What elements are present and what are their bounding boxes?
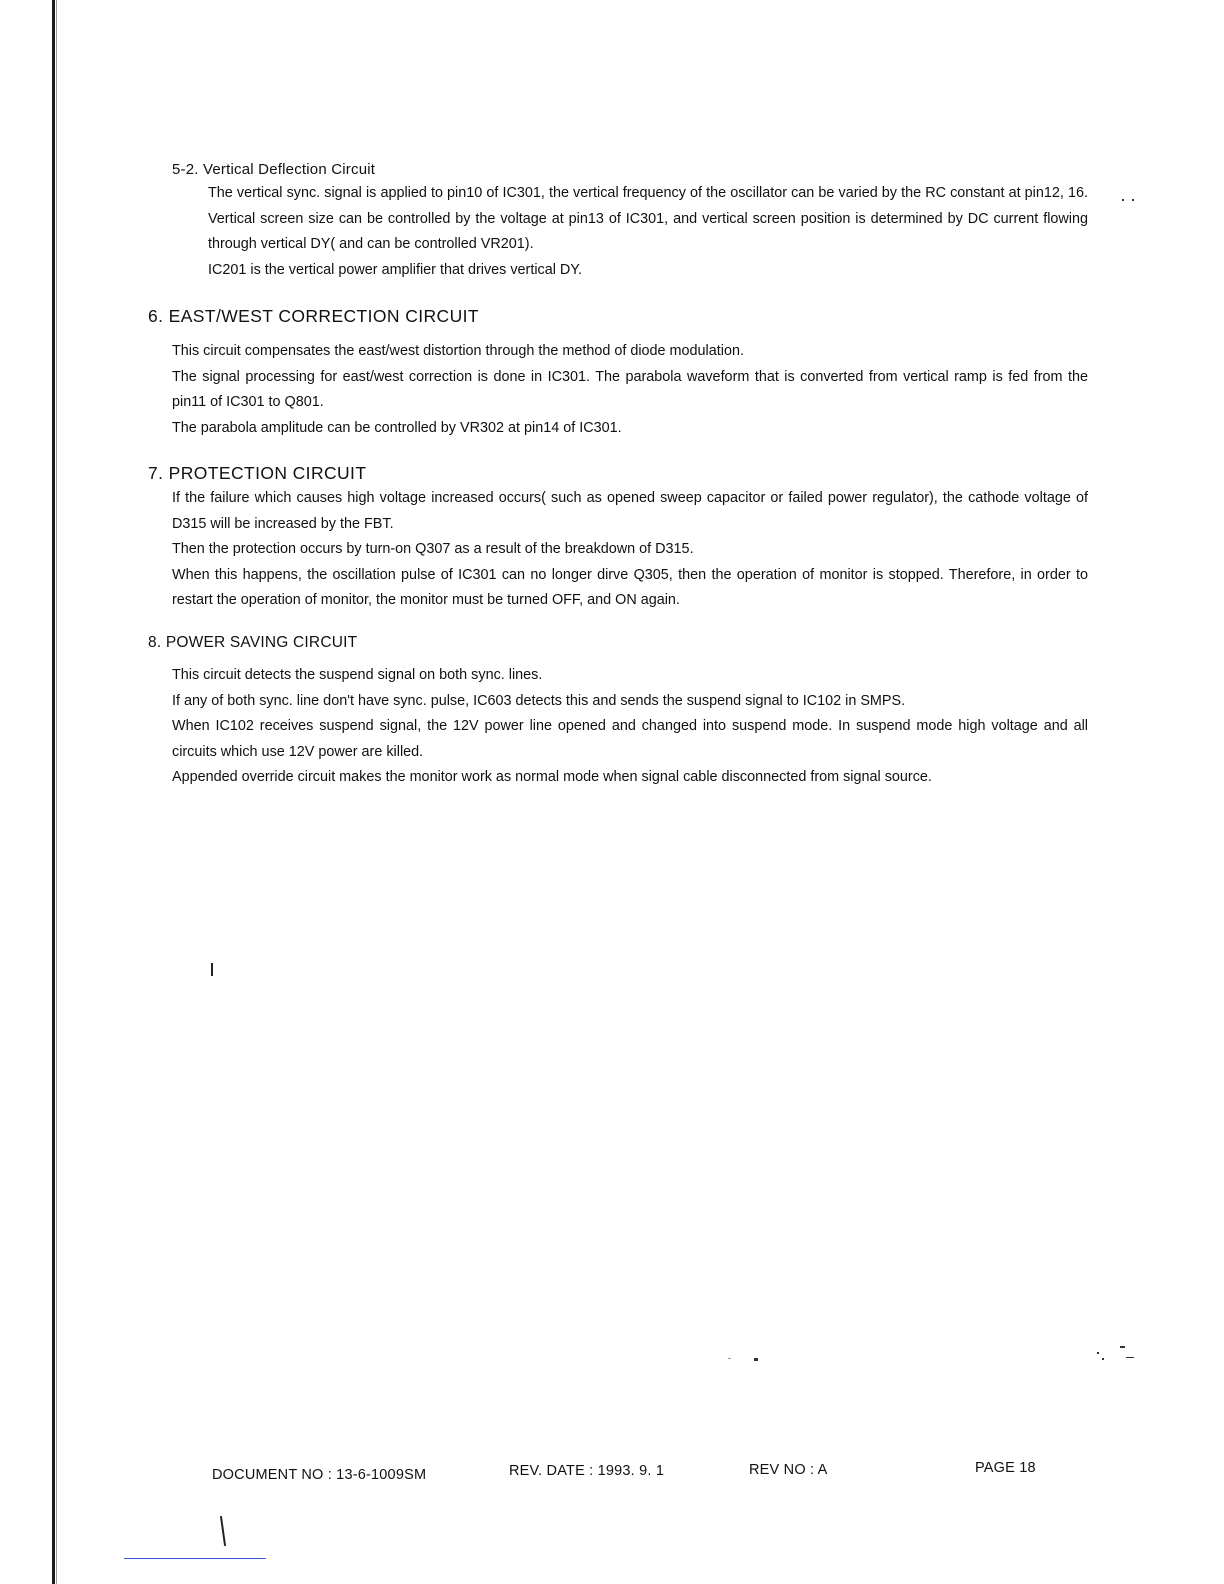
section-5-2-paragraph-1: The vertical sync. signal is applied to pin10 of IC301, the vertical frequency of the oscillator can be varied by the RC constant at pin12, 16. Vertical screen size can be controlled by the voltage at pin13 of IC301, and vertical screen position is determined by DC current flowing through vertical DY( and can be controlled VR201). [208, 185, 1088, 252]
left-margin-rule-thin [56, 0, 57, 1584]
section-7-paragraph-2: Then the protection occurs by turn-on Q307 as a result of the breakdown of D315. [172, 541, 694, 557]
section-6-title: 6. EAST/WEST CORRECTION CIRCUIT [148, 306, 479, 326]
section-6-paragraph-1: This circuit compensates the east/west distortion through the method of diode modulation. [172, 343, 744, 359]
section-5-2-paragraph-2: IC201 is the vertical power amplifier that drives vertical DY. [208, 261, 583, 278]
bottom-rule [124, 1558, 266, 1559]
section-8-paragraph-4: Appended override circuit makes the monitor work as normal mode when signal cable disconnected from signal source. [172, 769, 932, 785]
scan-speck [1102, 1358, 1104, 1360]
scan-speck [728, 1358, 731, 1359]
section-8-paragraph-1: This circuit detects the suspend signal on both sync. lines. [172, 667, 543, 683]
section-6-body [172, 339, 1088, 441]
section-5-2-title: 5-2. Vertical Deflection Circuit [172, 161, 376, 178]
section-5-2-body [208, 181, 1088, 283]
section-6-paragraph-3: The parabola amplitude can be controlled by VR302 at pin14 of IC301. [172, 419, 622, 436]
section-7-title: 7. PROTECTION CIRCUIT [148, 463, 367, 483]
scan-mark [220, 1516, 226, 1546]
section-7-paragraph-3: When this happens, the oscillation pulse of IC301 can no longer dirve Q305, then the operation of monitor is stopped. Therefore, in order to restart the operation of monitor, the monitor must be turned OFF, and ON again. [172, 566, 1088, 608]
left-margin-rule [52, 0, 55, 1584]
section-7-body [172, 486, 1088, 614]
section-8-paragraph-2: If any of both sync. line don't have sync. pulse, IC603 detects this and sends the suspend signal to IC102 in SMPS. [172, 692, 906, 709]
footer-page-number: PAGE 18 [975, 1460, 1036, 1476]
footer-rev-date: REV. DATE : 1993. 9. 1 [509, 1463, 665, 1479]
scan-speck [1120, 1346, 1125, 1348]
section-7-paragraph-1: If the failure which causes high voltage increased occurs( such as opened sweep capacitor or failed power regulator), the cathode voltage of D315 will be increased by the FBT. [172, 490, 1088, 532]
section-8-body [172, 663, 1088, 791]
footer-rev-no: REV NO : A [749, 1462, 828, 1478]
scan-speck [1122, 199, 1124, 201]
scan-speck [1097, 1352, 1099, 1354]
section-8-title: 8. POWER SAVING CIRCUIT [148, 634, 358, 651]
scan-speck [1132, 199, 1134, 201]
scan-mark [211, 963, 213, 976]
section-6-paragraph-2: The signal processing for east/west correction is done in IC301. The parabola waveform that is converted from vertical ramp is fed from the pin11 of IC301 to Q801. [172, 368, 1088, 410]
scan-speck [1126, 1357, 1134, 1358]
section-8-paragraph-3: When IC102 receives suspend signal, the 12V power line opened and changed into suspend mode. In suspend mode high voltage and all circuits which use 12V power are killed. [172, 718, 1088, 760]
scan-speck [754, 1358, 758, 1361]
footer-document-no: DOCUMENT NO : 13-6-1009SM [212, 1467, 427, 1483]
